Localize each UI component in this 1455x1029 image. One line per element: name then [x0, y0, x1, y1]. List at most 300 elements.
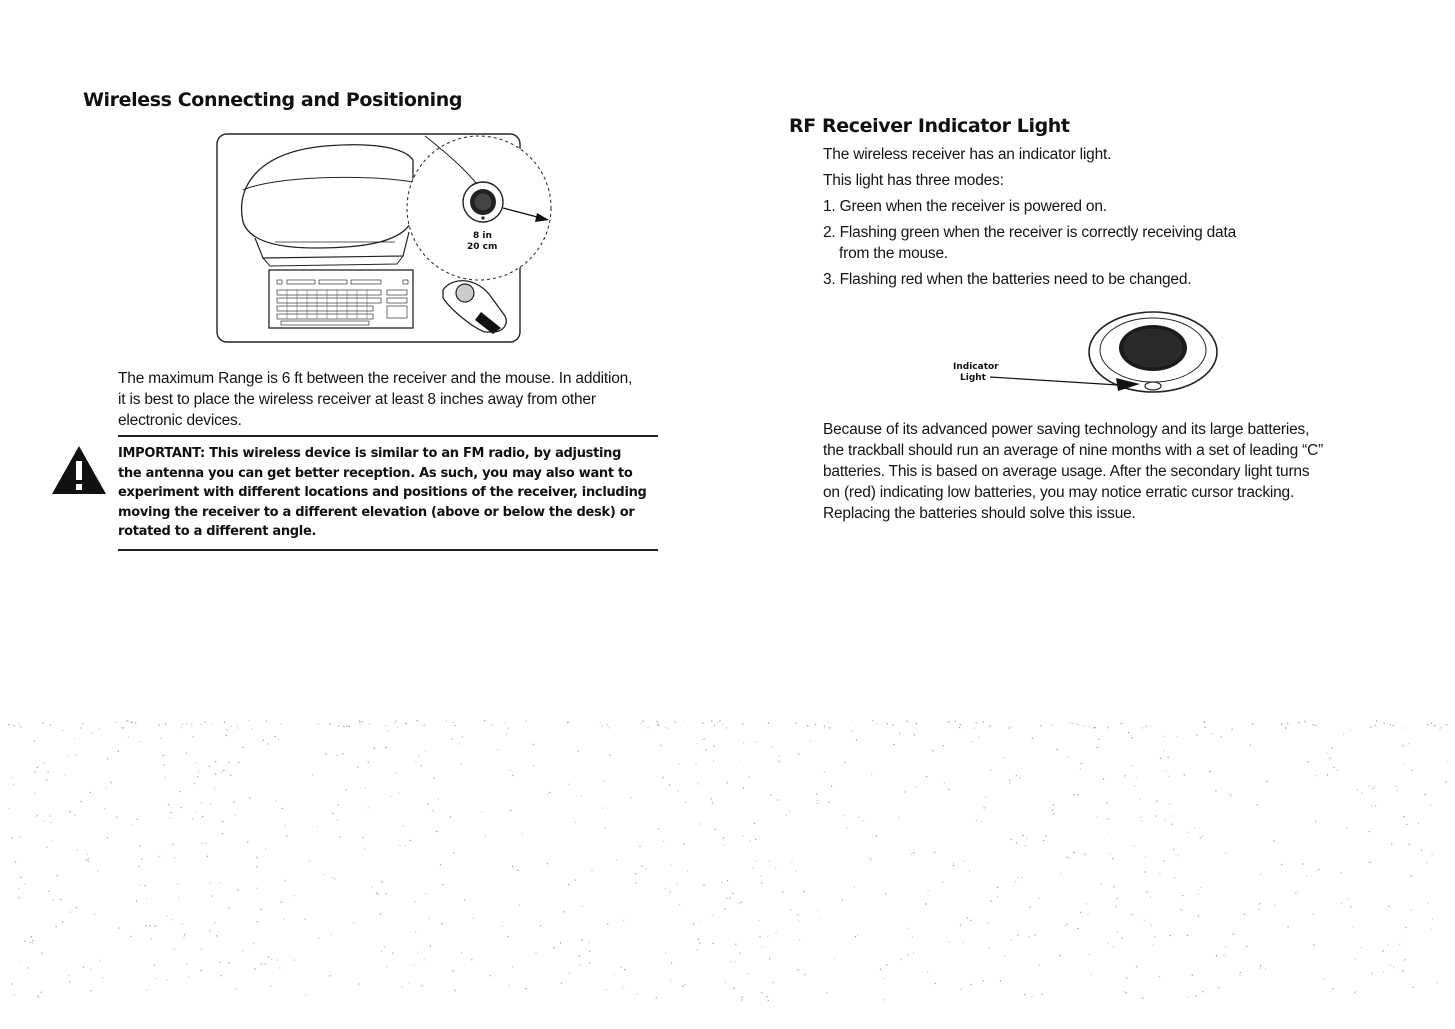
noise-dot: [755, 839, 756, 840]
noise-dot: [1427, 724, 1428, 725]
noise-dot: [253, 943, 254, 944]
noise-dot: [761, 992, 762, 993]
noise-dot: [1369, 862, 1370, 863]
noise-dot: [1109, 853, 1110, 854]
noise-dot: [365, 787, 366, 788]
noise-dot: [1156, 801, 1157, 802]
noise-dot: [271, 959, 272, 960]
noise-dot: [988, 948, 989, 949]
noise-dot: [1142, 998, 1143, 999]
noise-dot: [758, 920, 759, 921]
noise-dot: [807, 725, 808, 726]
noise-dot: [730, 897, 731, 898]
noise-dot: [679, 904, 680, 905]
noise-dot: [1052, 810, 1053, 811]
noise-dot: [362, 837, 363, 838]
noise-dot: [693, 923, 694, 924]
noise-dot: [237, 725, 238, 726]
noise-dot: [421, 985, 422, 986]
noise-dot: [1039, 898, 1040, 899]
noise-dot: [674, 721, 675, 722]
noise-dot: [1432, 854, 1433, 855]
noise-dot: [1346, 828, 1347, 829]
noise-dot: [657, 721, 658, 722]
noise-dot: [1390, 724, 1391, 725]
noise-dot: [1078, 724, 1079, 725]
noise-dot: [724, 844, 725, 845]
noise-dot: [563, 911, 564, 912]
noise-dot: [183, 937, 184, 938]
noise-dot: [568, 972, 569, 973]
noise-dot: [340, 722, 341, 723]
noise-dot: [1073, 852, 1074, 853]
noise-dot: [1355, 992, 1356, 993]
noise-dot: [967, 917, 968, 918]
noise-dot: [399, 845, 400, 846]
noise-dot: [1124, 991, 1125, 992]
noise-dot: [554, 947, 555, 948]
noise-dot: [1343, 734, 1344, 735]
noise-dot: [338, 725, 339, 726]
noise-dot: [1030, 907, 1031, 908]
right-section-title: RF Receiver Indicator Light: [789, 115, 1070, 137]
noise-dot: [767, 936, 768, 937]
noise-dot: [735, 944, 736, 945]
noise-dot: [1072, 723, 1073, 724]
noise-dot: [1053, 814, 1054, 815]
noise-dot: [1096, 817, 1097, 818]
noise-dot: [560, 942, 561, 943]
noise-dot: [1194, 827, 1195, 828]
noise-dot: [639, 846, 640, 847]
noise-dot: [1285, 728, 1286, 729]
noise-dot: [870, 859, 871, 860]
mode-list-item: [823, 222, 1423, 264]
noise-dot: [1306, 875, 1307, 876]
noise-dot: [90, 969, 91, 970]
noise-dot: [1330, 758, 1331, 759]
noise-dot: [177, 884, 178, 885]
noise-dot: [1244, 914, 1245, 915]
noise-dot: [755, 741, 756, 742]
noise-dot: [282, 808, 283, 809]
noise-dot: [378, 894, 379, 895]
noise-dot: [944, 783, 945, 784]
noise-dot: [547, 863, 548, 864]
noise-dot: [346, 789, 347, 790]
noise-dot: [1265, 968, 1266, 969]
noise-dot: [873, 720, 874, 721]
noise-dot: [770, 795, 771, 796]
noise-dot: [171, 919, 172, 920]
noise-dot: [417, 720, 418, 721]
noise-dot: [107, 837, 108, 838]
noise-dot: [955, 721, 956, 722]
indicator-label-2: Light: [960, 373, 986, 383]
noise-dot: [1051, 725, 1052, 726]
noise-dot: [43, 762, 44, 763]
noise-dot: [277, 960, 278, 961]
noise-dot: [343, 726, 344, 727]
noise-dot: [782, 891, 783, 892]
noise-dot: [1406, 927, 1407, 928]
noise-dot: [1221, 736, 1222, 737]
noise-dot: [796, 870, 797, 871]
noise-dot: [1134, 785, 1135, 786]
noise-dot: [711, 721, 712, 722]
noise-dot: [397, 726, 398, 727]
noise-dot: [1136, 777, 1137, 778]
noise-dot: [385, 893, 386, 894]
noise-dot: [1427, 902, 1428, 903]
noise-dot: [405, 846, 406, 847]
noise-dot: [533, 744, 534, 745]
noise-dot: [221, 771, 222, 772]
noise-dot: [286, 836, 287, 837]
noise-dot: [766, 996, 767, 997]
mode-text: 3. Flashing red when the batteries need to be changed.: [823, 271, 1192, 288]
noise-dot: [817, 800, 818, 801]
noise-dot: [167, 980, 168, 981]
noise-dot: [589, 963, 590, 964]
noise-dot: [163, 755, 164, 756]
noise-dot: [602, 725, 603, 726]
noise-dot: [1274, 905, 1275, 906]
noise-dot: [796, 723, 797, 724]
noise-dot: [1009, 780, 1010, 781]
noise-dot: [233, 801, 234, 802]
noise-dot: [1173, 815, 1174, 816]
noise-dot: [1260, 968, 1261, 969]
noise-dot: [359, 984, 360, 985]
noise-dot: [126, 720, 127, 721]
noise-dot: [1432, 918, 1433, 919]
noise-dot: [715, 829, 716, 830]
noise-dot: [1421, 849, 1422, 850]
noise-dot: [1128, 732, 1129, 733]
noise-dot: [603, 781, 604, 782]
noise-dot: [1341, 903, 1342, 904]
noise-dot: [386, 966, 387, 967]
noise-dot: [1100, 883, 1101, 884]
important-top-rule: [118, 435, 658, 437]
noise-dot: [1376, 721, 1377, 722]
noise-dot: [184, 934, 185, 935]
noise-dot: [140, 845, 141, 846]
noise-dot: [547, 793, 548, 794]
noise-dot: [90, 990, 91, 991]
noise-dot: [169, 817, 170, 818]
noise-dot: [216, 935, 217, 936]
noise-dot: [1216, 955, 1217, 956]
noise-dot: [43, 820, 44, 821]
noise-dot: [9, 808, 10, 809]
noise-dot: [261, 909, 262, 910]
noise-dot: [856, 739, 857, 740]
noise-dot: [1174, 877, 1175, 878]
noise-dot: [1196, 996, 1197, 997]
noise-dot: [1240, 972, 1241, 973]
noise-dot: [19, 837, 20, 838]
noise-dot: [219, 883, 220, 884]
noise-dot: [15, 861, 16, 862]
noise-dot: [517, 870, 518, 871]
noise-dot: [1168, 776, 1169, 777]
noise-dot: [242, 747, 243, 748]
noise-dot: [820, 918, 821, 919]
noise-dot: [1067, 924, 1068, 925]
noise-dot: [734, 988, 735, 989]
noise-dot: [163, 764, 164, 765]
scan-noise: [0, 720, 1455, 1010]
noise-dot: [491, 725, 492, 726]
noise-dot: [685, 802, 686, 803]
noise-dot: [56, 926, 57, 927]
noise-dot: [32, 940, 33, 941]
noise-dot: [1178, 855, 1179, 856]
noise-dot: [876, 723, 877, 724]
noise-dot: [665, 952, 666, 953]
noise-dot: [972, 741, 973, 742]
noise-dot: [1018, 877, 1019, 878]
noise-dot: [1232, 729, 1233, 730]
noise-dot: [893, 744, 894, 745]
noise-dot: [80, 728, 81, 729]
noise-dot: [949, 942, 950, 943]
noise-dot: [11, 837, 12, 838]
noise-dot: [67, 755, 68, 756]
noise-dot: [473, 918, 474, 919]
noise-dot: [670, 892, 671, 893]
noise-dot: [915, 786, 916, 787]
noise-dot: [88, 858, 89, 859]
noise-dot: [1274, 840, 1275, 841]
noise-dot: [452, 739, 453, 740]
noise-dot: [34, 740, 35, 741]
range-paragraph: [118, 368, 678, 431]
noise-dot: [591, 870, 592, 871]
noise-dot: [526, 988, 527, 989]
noise-dot: [490, 975, 491, 976]
noise-dot: [730, 961, 731, 962]
noise-dot: [1173, 849, 1174, 850]
noise-dot: [1140, 798, 1141, 799]
noise-dot: [24, 941, 25, 942]
noise-dot: [1009, 782, 1010, 783]
noise-dot: [498, 749, 499, 750]
noise-dot: [855, 936, 856, 937]
noise-dot: [743, 788, 744, 789]
noise-dot: [828, 722, 829, 723]
noise-dot: [609, 755, 610, 756]
noise-dot: [1436, 982, 1437, 983]
noise-dot: [1215, 790, 1216, 791]
noise-dot: [1393, 967, 1394, 968]
noise-dot: [385, 725, 386, 726]
noise-dot: [279, 967, 280, 968]
battery-line: batteries. This is based on average usage. After the secondary light turns: [823, 463, 1310, 480]
noise-dot: [978, 737, 979, 738]
noise-dot: [775, 932, 776, 933]
noise-dot: [857, 935, 858, 936]
noise-dot: [880, 969, 881, 970]
noise-dot: [32, 943, 33, 944]
noise-dot: [205, 842, 206, 843]
noise-dot: [102, 977, 103, 978]
noise-dot: [733, 893, 734, 894]
noise-dot: [371, 886, 372, 887]
noise-dot: [1304, 721, 1305, 722]
noise-dot: [1383, 972, 1384, 973]
noise-dot: [1153, 944, 1154, 945]
noise-dot: [635, 882, 636, 883]
noise-dot: [1144, 871, 1145, 872]
noise-dot: [1169, 804, 1170, 805]
mode-text: 1. Green when the receiver is powered on.: [823, 198, 1107, 215]
noise-dot: [461, 763, 462, 764]
noise-dot: [698, 939, 699, 940]
battery-line: the trackball should run an average of nine months with a set of leading “C”: [823, 442, 1324, 459]
noise-dot: [226, 729, 227, 730]
noise-dot: [1403, 764, 1404, 765]
noise-dot: [1180, 909, 1181, 910]
noise-dot: [1040, 725, 1041, 726]
noise-dot: [1077, 928, 1078, 929]
noise-dot: [575, 822, 576, 823]
noise-dot: [364, 848, 365, 849]
noise-dot: [425, 750, 426, 751]
noise-dot: [614, 974, 615, 975]
noise-dot: [329, 723, 330, 724]
noise-dot: [429, 917, 430, 918]
noise-dot: [1299, 722, 1300, 723]
noise-dot: [512, 775, 513, 776]
noise-dot: [1067, 857, 1068, 858]
noise-dot: [1313, 944, 1314, 945]
noise-dot: [99, 728, 100, 729]
noise-dot: [317, 826, 318, 827]
noise-dot: [455, 990, 456, 991]
noise-dot: [579, 956, 580, 957]
noise-dot: [210, 882, 211, 883]
noise-dot: [376, 892, 377, 893]
noise-dot: [1404, 959, 1405, 960]
noise-dot: [12, 777, 13, 778]
noise-dot: [668, 728, 669, 729]
noise-dot: [394, 722, 395, 723]
noise-dot: [685, 984, 686, 985]
noise-dot: [817, 803, 818, 804]
noise-dot: [354, 922, 355, 923]
noise-dot: [1209, 771, 1210, 772]
noise-dot: [385, 747, 386, 748]
noise-dot: [1043, 840, 1044, 841]
keyboard-illustration: [269, 270, 413, 328]
noise-dot: [805, 974, 806, 975]
noise-dot: [1067, 756, 1068, 757]
noise-dot: [86, 859, 87, 860]
noise-dot: [1370, 726, 1371, 727]
noise-dot: [256, 866, 257, 867]
noise-dot: [37, 767, 38, 768]
noise-dot: [229, 962, 230, 963]
noise-dot: [899, 733, 900, 734]
noise-dot: [1406, 824, 1407, 825]
important-bottom-rule: [118, 549, 658, 551]
noise-dot: [684, 843, 685, 844]
noise-dot: [1332, 988, 1333, 989]
noise-dot: [205, 721, 206, 722]
noise-dot: [68, 975, 69, 976]
noise-dot: [1088, 954, 1089, 955]
noise-dot: [1260, 965, 1261, 966]
noise-dot: [1375, 805, 1376, 806]
noise-dot: [1084, 854, 1085, 855]
noise-dot: [696, 950, 697, 951]
noise-dot: [74, 738, 75, 739]
noise-dot: [826, 992, 827, 993]
noise-dot: [665, 727, 666, 728]
noise-dot: [959, 727, 960, 728]
noise-dot: [485, 835, 486, 836]
noise-dot: [1391, 844, 1392, 845]
noise-dot: [427, 804, 428, 805]
noise-dot: [333, 877, 334, 878]
noise-dot: [710, 798, 711, 799]
noise-dot: [678, 790, 679, 791]
noise-dot: [81, 801, 82, 802]
noise-dot: [928, 890, 929, 891]
noise-dot: [1426, 862, 1427, 863]
noise-dot: [703, 739, 704, 740]
noise-dot: [602, 808, 603, 809]
noise-dot: [1124, 775, 1125, 776]
noise-dot: [991, 901, 992, 902]
noise-dot: [454, 725, 455, 726]
noise-dot: [1089, 726, 1090, 727]
noise-dot: [885, 893, 886, 894]
noise-dot: [238, 762, 239, 763]
noise-dot: [132, 722, 133, 723]
noise-dot: [901, 959, 902, 960]
noise-dot: [637, 993, 638, 994]
noise-dot: [969, 870, 970, 871]
noise-dot: [392, 953, 393, 954]
noise-dot: [1313, 724, 1314, 725]
noise-dot: [1023, 835, 1024, 836]
battery-line: on (red) indicating low batteries, you may notice erratic cursor tracking.: [823, 484, 1295, 501]
noise-dot: [46, 847, 47, 848]
noise-dot: [209, 766, 210, 767]
noise-dot: [1182, 895, 1183, 896]
noise-dot: [450, 816, 451, 817]
noise-dot: [201, 843, 202, 844]
noise-dot: [1131, 914, 1132, 915]
noise-dot: [510, 810, 511, 811]
noise-dot: [116, 817, 117, 818]
noise-dot: [507, 728, 508, 729]
noise-dot: [131, 721, 132, 722]
noise-dot: [1218, 987, 1219, 988]
noise-dot: [338, 804, 339, 805]
noise-dot: [623, 987, 624, 988]
noise-dot: [20, 726, 21, 727]
noise-dot: [665, 888, 666, 889]
noise-dot: [1165, 771, 1166, 772]
noise-dot: [87, 854, 88, 855]
noise-dot: [509, 770, 510, 771]
noise-dot: [1095, 727, 1096, 728]
